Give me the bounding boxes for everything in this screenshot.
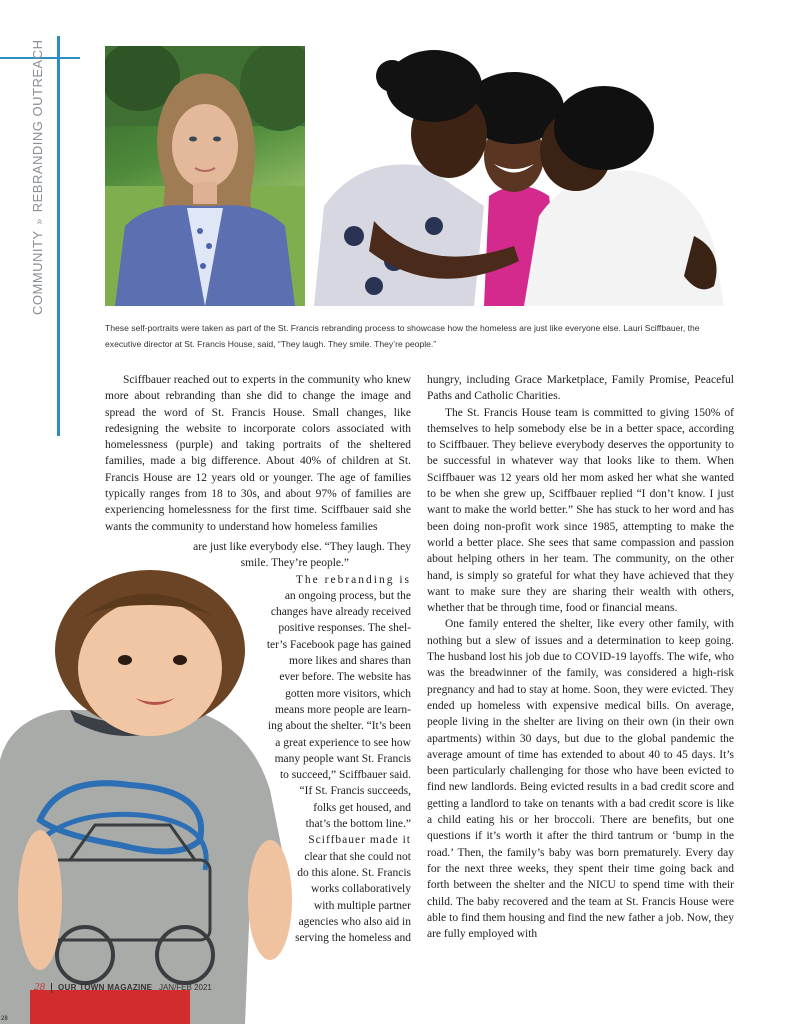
- article-line: ing about the shelter. “It’s been: [267, 720, 411, 733]
- article-line: works collaboratively: [311, 883, 411, 896]
- article-line: a great experience to see how: [275, 736, 411, 749]
- issue-date: JAN/FEB 2021: [158, 983, 212, 992]
- article-right-column: [427, 372, 734, 942]
- folio-divider: [51, 983, 52, 993]
- article-line: many people want St. Francis: [274, 752, 411, 765]
- article-line: that’s the bottom line.”: [305, 818, 411, 831]
- article-line: ever before. The website has: [279, 671, 411, 684]
- article-line: serving the homeless and: [295, 932, 411, 945]
- article-line: more likes and shares than: [289, 655, 411, 668]
- page-number: 28: [34, 981, 45, 993]
- page-folio: [34, 981, 212, 993]
- article-line: are just like everybody else. “They laugh. They: [193, 541, 411, 553]
- article-left-column: [105, 372, 411, 535]
- article-paragraph: The St. Francis House team is committed to giving 150% of themselves to help somebody else be in a better space, according to Sciffbauer. They believe everybody deserves the opportunity to be successful in whatever way that looks like to them. When Sciffbauer was 12 years old her mom asked her what she wanted to be when she grew up, Sciffbauer replied “I don’t know. I just want to make the world better.” She has stuck to her word and has been doing non-profit work since 1985, attempting to make the world a better place. She sees that same compassion and passion about helping others in her team. The community, on the other hand, is simply so grateful for what they have achieved that they want to make sure they are sharing their wealth with others, whether that be through time, food or financial means.: [427, 406, 734, 615]
- magazine-name: OUR TOWN MAGAZINE: [58, 983, 153, 992]
- article-line: means more people are learn-: [274, 703, 411, 716]
- article-paragraph: One family entered the shelter, like every other family, with nothing but a slew of issues and a determination to keep going. The husband lost his job due to COVID-19 layoffs. The wife, who was the breadwinner of the family, was considered a high-risk pregnancy and had to stay at home. Soon, they were evicted. They ended up homeless with expensive medical bills. On average, people living in the shelter are living on their own (in their own apartments) within 30 days, but due to the global pandemic the average amount of time has extended to about 40 to 45 days. It’s been particularly challenging for those who have been evicted to find new landlords. Being evicted results in a bad credit score and getting a landlord to take on tenants with a bad credit score is like a child eating his or her broccoli. There are benefits, but one questions if it’s worth it after the third tantrum or ‘bump in the road.’ Then, the family’s baby was born prematurely. Every day for the next three weeks, they spent their time going back and forth between the shelter and the NICU to spend time with their child. The baby recovered and the team at St. Francis House were able to find them housing and find the new father a job. Now, they are fully employed with: [427, 618, 734, 941]
- article-line: changes have already received: [270, 606, 411, 619]
- article-line: agencies who also aid in: [298, 915, 411, 928]
- article-line: gotten more visitors, which: [285, 687, 411, 700]
- director-portrait-photo: [105, 46, 305, 306]
- article-line: folks get housed, and: [313, 801, 411, 814]
- child-photo: [0, 560, 300, 1024]
- section-primary: COMMUNITY: [30, 230, 45, 315]
- section-label: [30, 40, 45, 315]
- article-line: to succeed,” Sciffbauer said.: [279, 769, 411, 782]
- article-line: Sciffbauer made it: [308, 834, 411, 847]
- section-secondary: REBRANDING OUTREACH: [30, 39, 45, 213]
- article-line: The rebranding is: [295, 573, 411, 586]
- article-line: ter’s Facebook page has gained: [266, 638, 411, 651]
- article-paragraph: hungry, including Grace Marketplace, Family Promise, Peaceful Paths and Catholic Charities.: [427, 374, 734, 403]
- article-line: with multiple partner: [313, 899, 411, 912]
- article-line: positive responses. The shel-: [278, 622, 411, 635]
- article-line: an ongoing process, but the: [284, 589, 411, 602]
- article-paragraph: Sciffbauer reached out to experts in the community who knew more about rebranding than she did to change the image and spread the word of St. Francis House. Small changes, like redesigning the website to incorporate colors associated with homelessness (purple) and taking portraits of the sheltered families, made a big difference. About 40% of children at St. Francis House are 12 years old or younger. The age of families typically ranges from 18 to 30s, and about 97% of families are experiencing homelessness for the first time. Sciffbauer said she wants the community to understand how homeless families: [105, 374, 411, 533]
- family-group-photo: [314, 46, 732, 306]
- section-separator-icon: »: [34, 218, 45, 225]
- article-line: “If St. Francis succeeds,: [299, 785, 411, 798]
- article-line: do this alone. St. Francis: [297, 866, 411, 879]
- photo-caption: These self-portraits were taken as part of the St. Francis rebranding process to showcase how the homeless are just like everyone else. Lauri Sciffbauer, the executive director at St. Francis House, said, “They laugh. They smile. They’re people.”: [105, 323, 700, 349]
- article-line: clear that she could not: [304, 850, 411, 863]
- corner-page-number: 28: [1, 1016, 8, 1022]
- article-line: smile. They’re people.”: [240, 557, 349, 570]
- accent-vertical-rule: [57, 36, 60, 436]
